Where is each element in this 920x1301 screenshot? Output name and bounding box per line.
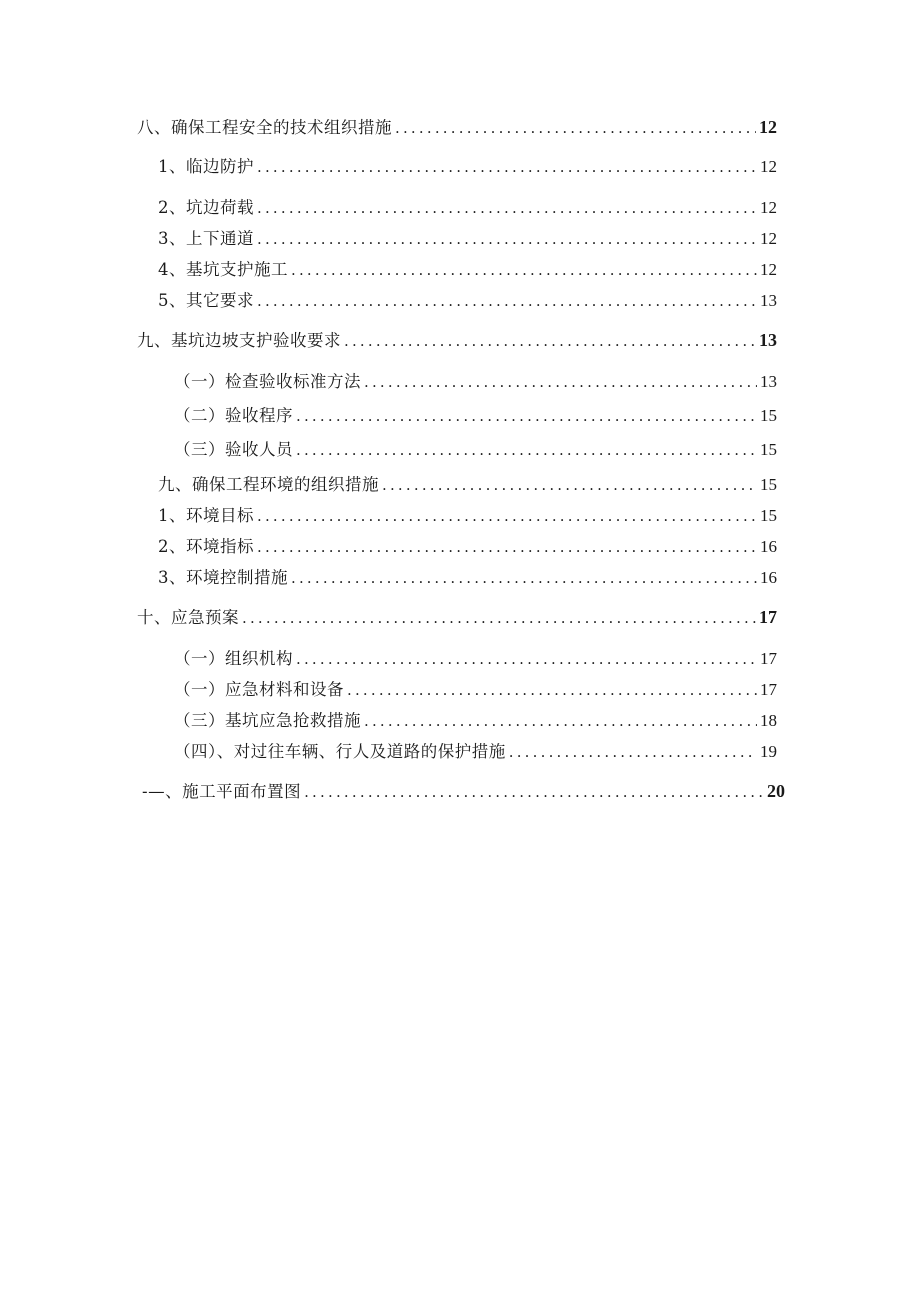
toc-entry-label: -—、施工平面布置图 — [142, 782, 302, 801]
toc-entry-page: 15 — [760, 440, 777, 459]
toc-entry-page: 16 — [760, 537, 777, 556]
toc-entry-label: 九、基坑边坡支护验收要求 — [137, 331, 341, 350]
toc-entry[interactable] — [174, 645, 777, 669]
toc-leader-dots — [242, 609, 756, 627]
toc-entry[interactable] — [158, 471, 777, 495]
toc-entry[interactable] — [158, 533, 777, 557]
toc-entry-label: （四）、对过往车辆、行人及道路的保护措施 — [174, 742, 506, 761]
toc-entry-page: 12 — [760, 229, 777, 248]
toc-entry[interactable] — [158, 225, 777, 249]
toc-entry[interactable] — [137, 114, 777, 138]
toc-entry-page: 19 — [760, 742, 777, 761]
toc-entry[interactable] — [174, 707, 777, 731]
toc-entry-page: 15 — [760, 406, 777, 425]
toc-entry-page: 12 — [760, 157, 777, 176]
toc-entry-label: （三）验收人员 — [174, 440, 293, 459]
toc-entry[interactable] — [158, 153, 777, 177]
toc-entry-label: （一）检查验收标准方法 — [174, 372, 361, 391]
toc-entry-page: 13 — [760, 372, 777, 391]
toc-entry-page: 16 — [760, 568, 777, 587]
toc-entry-page: 12 — [759, 117, 777, 137]
toc-leader-dots — [347, 681, 757, 699]
toc-entry-label: 1、临边防护 — [158, 157, 254, 176]
toc-entry-label: 3、上下通道 — [158, 229, 254, 248]
toc-leader-dots — [257, 538, 757, 556]
toc-leader-dots — [257, 230, 757, 248]
toc-entry-label: （二）验收程序 — [174, 406, 293, 425]
toc-leader-dots — [291, 261, 757, 279]
toc-entry[interactable] — [174, 676, 777, 700]
toc-entry-page: 18 — [760, 711, 777, 730]
toc-entry-page: 17 — [759, 607, 777, 627]
toc-entry-label: 八、确保工程安全的技术组织措施 — [137, 118, 392, 137]
toc-entry-label: 4、基坑支护施工 — [158, 260, 288, 279]
toc-entry-label: 九、确保工程环境的组织措施 — [158, 475, 379, 494]
toc-entry[interactable] — [158, 256, 777, 280]
toc-entry-page: 17 — [760, 680, 777, 699]
toc-leader-dots — [395, 119, 756, 137]
toc-entry[interactable] — [174, 368, 777, 392]
toc-entry-label: 2、坑边荷载 — [158, 198, 254, 217]
toc-leader-dots — [291, 569, 757, 587]
toc-entry-label: 5、其它要求 — [158, 291, 254, 310]
toc-entry-page: 12 — [760, 260, 777, 279]
toc-leader-dots — [257, 199, 757, 217]
toc-leader-dots — [382, 476, 757, 494]
toc-leader-dots — [344, 332, 756, 350]
toc-entry[interactable] — [137, 604, 777, 628]
toc-entry-label: 2、环境指标 — [158, 537, 254, 556]
toc-leader-dots — [257, 158, 757, 176]
toc-entry-page: 13 — [759, 330, 777, 350]
toc-entry[interactable] — [158, 502, 777, 526]
toc-entry-label: （一）组织机构 — [174, 649, 293, 668]
toc-entry-page: 15 — [760, 475, 777, 494]
toc-leader-dots — [304, 783, 764, 801]
toc-leader-dots — [296, 407, 757, 425]
toc-leader-dots — [257, 507, 757, 525]
toc-leader-dots — [364, 373, 757, 391]
toc-leader-dots — [296, 441, 757, 459]
toc-entry[interactable] — [174, 402, 777, 426]
toc-entry[interactable] — [174, 738, 777, 762]
toc-entry[interactable] — [158, 564, 777, 588]
toc-entry-label: 3、环境控制措施 — [158, 568, 288, 587]
toc-entry-page: 13 — [760, 291, 777, 310]
toc-leader-dots — [296, 650, 757, 668]
toc-entry-label: （一）应急材料和设备 — [174, 680, 344, 699]
toc-entry[interactable] — [158, 194, 777, 218]
toc-leader-dots — [364, 712, 757, 730]
toc-entry[interactable] — [174, 436, 777, 460]
toc-entry-page: 20 — [767, 781, 785, 801]
toc-entry-label: （三）基坑应急抢救措施 — [174, 711, 361, 730]
toc-entry-page: 15 — [760, 506, 777, 525]
toc-entry-label: 十、应急预案 — [137, 608, 239, 627]
toc-entry-label: 1、环境目标 — [158, 506, 254, 525]
toc-entry[interactable] — [142, 778, 785, 802]
toc-leader-dots — [509, 743, 757, 761]
toc-entry-page: 17 — [760, 649, 777, 668]
toc-leader-dots — [257, 292, 757, 310]
toc-entry[interactable] — [158, 287, 777, 311]
toc-entry[interactable] — [137, 327, 777, 351]
toc-entry-page: 12 — [760, 198, 777, 217]
